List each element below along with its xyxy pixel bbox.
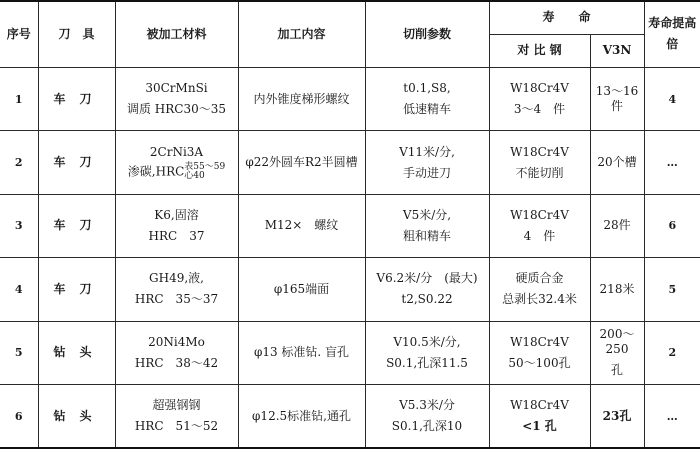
row-tool: 车刀 <box>38 258 115 321</box>
material-line: 调质 HRC30～35 <box>126 102 227 117</box>
row-improve: … <box>644 385 700 448</box>
hardness-core: 心40 <box>184 170 205 181</box>
compare-line: <1 孔 <box>522 419 557 434</box>
row-seq: 2 <box>0 131 38 194</box>
params-line: 手动进刀 <box>402 165 451 180</box>
header-content: 加工内容 <box>238 1 365 67</box>
header-tool: 刀 具 <box>38 1 115 67</box>
row-params <box>365 67 489 130</box>
row-improve: 6 <box>644 194 700 257</box>
row-tool: 车刀 <box>38 194 115 257</box>
compare-line: W18Cr4V <box>510 144 569 159</box>
params-line: S0.1,孔深11.5 <box>386 355 468 370</box>
row-compare <box>489 258 590 321</box>
row-material <box>115 131 238 194</box>
header-params: 切削参数 <box>365 1 489 67</box>
compare-line: W18Cr4V <box>510 398 569 413</box>
compare-line: W18Cr4V <box>510 207 569 222</box>
row-material <box>115 385 238 448</box>
compare-line: 不能切削 <box>515 165 564 180</box>
material-line <box>118 163 236 181</box>
row-material <box>115 321 238 384</box>
row-v3n: 28件 <box>590 194 644 257</box>
row-seq: 3 <box>0 194 38 257</box>
material-line: 30CrMnSi <box>145 81 208 96</box>
row-params <box>365 385 489 448</box>
row-content: φ165端面 <box>238 258 365 321</box>
row-compare <box>489 194 590 257</box>
table-row <box>0 321 700 384</box>
material-line: 20Ni4Mo <box>148 334 205 349</box>
row-material <box>115 67 238 130</box>
material-line: K6,固溶 <box>154 207 199 222</box>
header-improve-line2: 倍 <box>666 37 679 52</box>
material-line: HRC 37 <box>148 228 205 243</box>
params-line: t2,S0.22 <box>401 292 453 307</box>
params-line: V5米/分, <box>402 207 452 222</box>
v3n-line: 孔 <box>611 363 624 378</box>
row-seq: 1 <box>0 67 38 130</box>
compare-line: 4 件 <box>523 228 556 243</box>
row-improve: 4 <box>644 67 700 130</box>
compare-line: 3～4 件 <box>513 102 566 117</box>
row-material <box>115 258 238 321</box>
row-compare <box>489 131 590 194</box>
header-seq: 序号 <box>0 1 38 67</box>
material-line: GH49,液, <box>149 271 204 286</box>
table-row <box>0 131 700 194</box>
table-row <box>0 67 700 130</box>
params-line: V11米/分, <box>399 144 455 159</box>
compare-line: W18Cr4V <box>510 81 569 96</box>
material-line: 超强钢钢 <box>152 398 201 413</box>
compare-line: 硬质合金 <box>515 271 564 286</box>
row-content: M12× 螺纹 <box>238 194 365 257</box>
row-v3n: 218米 <box>590 258 644 321</box>
row-compare <box>489 67 590 130</box>
row-tool: 车刀 <box>38 131 115 194</box>
row-seq: 5 <box>0 321 38 384</box>
row-tool: 钻头 <box>38 385 115 448</box>
row-seq: 6 <box>0 385 38 448</box>
params-line: S0.1,孔深10 <box>391 419 463 434</box>
header-row <box>0 1 700 34</box>
row-content: 内外锥度梯形螺纹 <box>238 67 365 130</box>
row-v3n: 20个槽 <box>590 131 644 194</box>
row-content: φ22外圆车R2半圆槽 <box>238 131 365 194</box>
material-line: HRC 35～37 <box>134 292 219 307</box>
table-row <box>0 194 700 257</box>
header-material: 被加工材料 <box>115 1 238 67</box>
v3n-line: 200～250 <box>599 327 635 357</box>
params-line: t0.1,S8, <box>403 81 451 96</box>
params-line: V10.5米/分, <box>393 334 461 349</box>
material-line: HRC 51～52 <box>134 419 219 434</box>
row-params <box>365 321 489 384</box>
header-improve <box>644 1 700 67</box>
params-line: V5.3米/分 <box>399 398 455 413</box>
row-params <box>365 131 489 194</box>
row-compare <box>489 385 590 448</box>
row-params <box>365 194 489 257</box>
row-improve: … <box>644 131 700 194</box>
compare-line: W18Cr4V <box>510 334 569 349</box>
header-life: 寿 命 <box>489 1 644 34</box>
params-line: V6.2米/分 (最大) <box>376 271 478 286</box>
material-line-prefix: 渗碳,HRC <box>127 164 185 179</box>
compare-line: 50～100孔 <box>508 355 571 370</box>
material-line: HRC 38～42 <box>134 355 219 370</box>
row-compare <box>489 321 590 384</box>
material-line: 2CrNi3A <box>149 144 204 159</box>
params-line: 低速精车 <box>402 102 451 117</box>
table-row <box>0 258 700 321</box>
row-seq: 4 <box>0 258 38 321</box>
header-improve-line1: 寿命提高 <box>648 16 697 31</box>
row-content: φ12.5标准钻,通孔 <box>238 385 365 448</box>
row-v3n <box>590 321 644 384</box>
compare-line: 总剥长32.4米 <box>502 292 577 307</box>
header-v3n: V3N <box>590 34 644 67</box>
row-v3n: 23孔 <box>590 385 644 448</box>
row-v3n: 13～16件 <box>590 67 644 130</box>
row-tool: 钻头 <box>38 321 115 384</box>
header-compare: 对 比 钢 <box>489 34 590 67</box>
material-hardness-stack <box>184 163 225 181</box>
row-material <box>115 194 238 257</box>
row-improve: 5 <box>644 258 700 321</box>
table-row <box>0 385 700 448</box>
row-tool: 车刀 <box>38 67 115 130</box>
params-line: 粗和精车 <box>402 228 451 243</box>
hardness-surface: 表55～59 <box>184 161 226 172</box>
row-params <box>365 258 489 321</box>
row-content: φ13 标准钻. 盲孔 <box>238 321 365 384</box>
row-improve: 2 <box>644 321 700 384</box>
